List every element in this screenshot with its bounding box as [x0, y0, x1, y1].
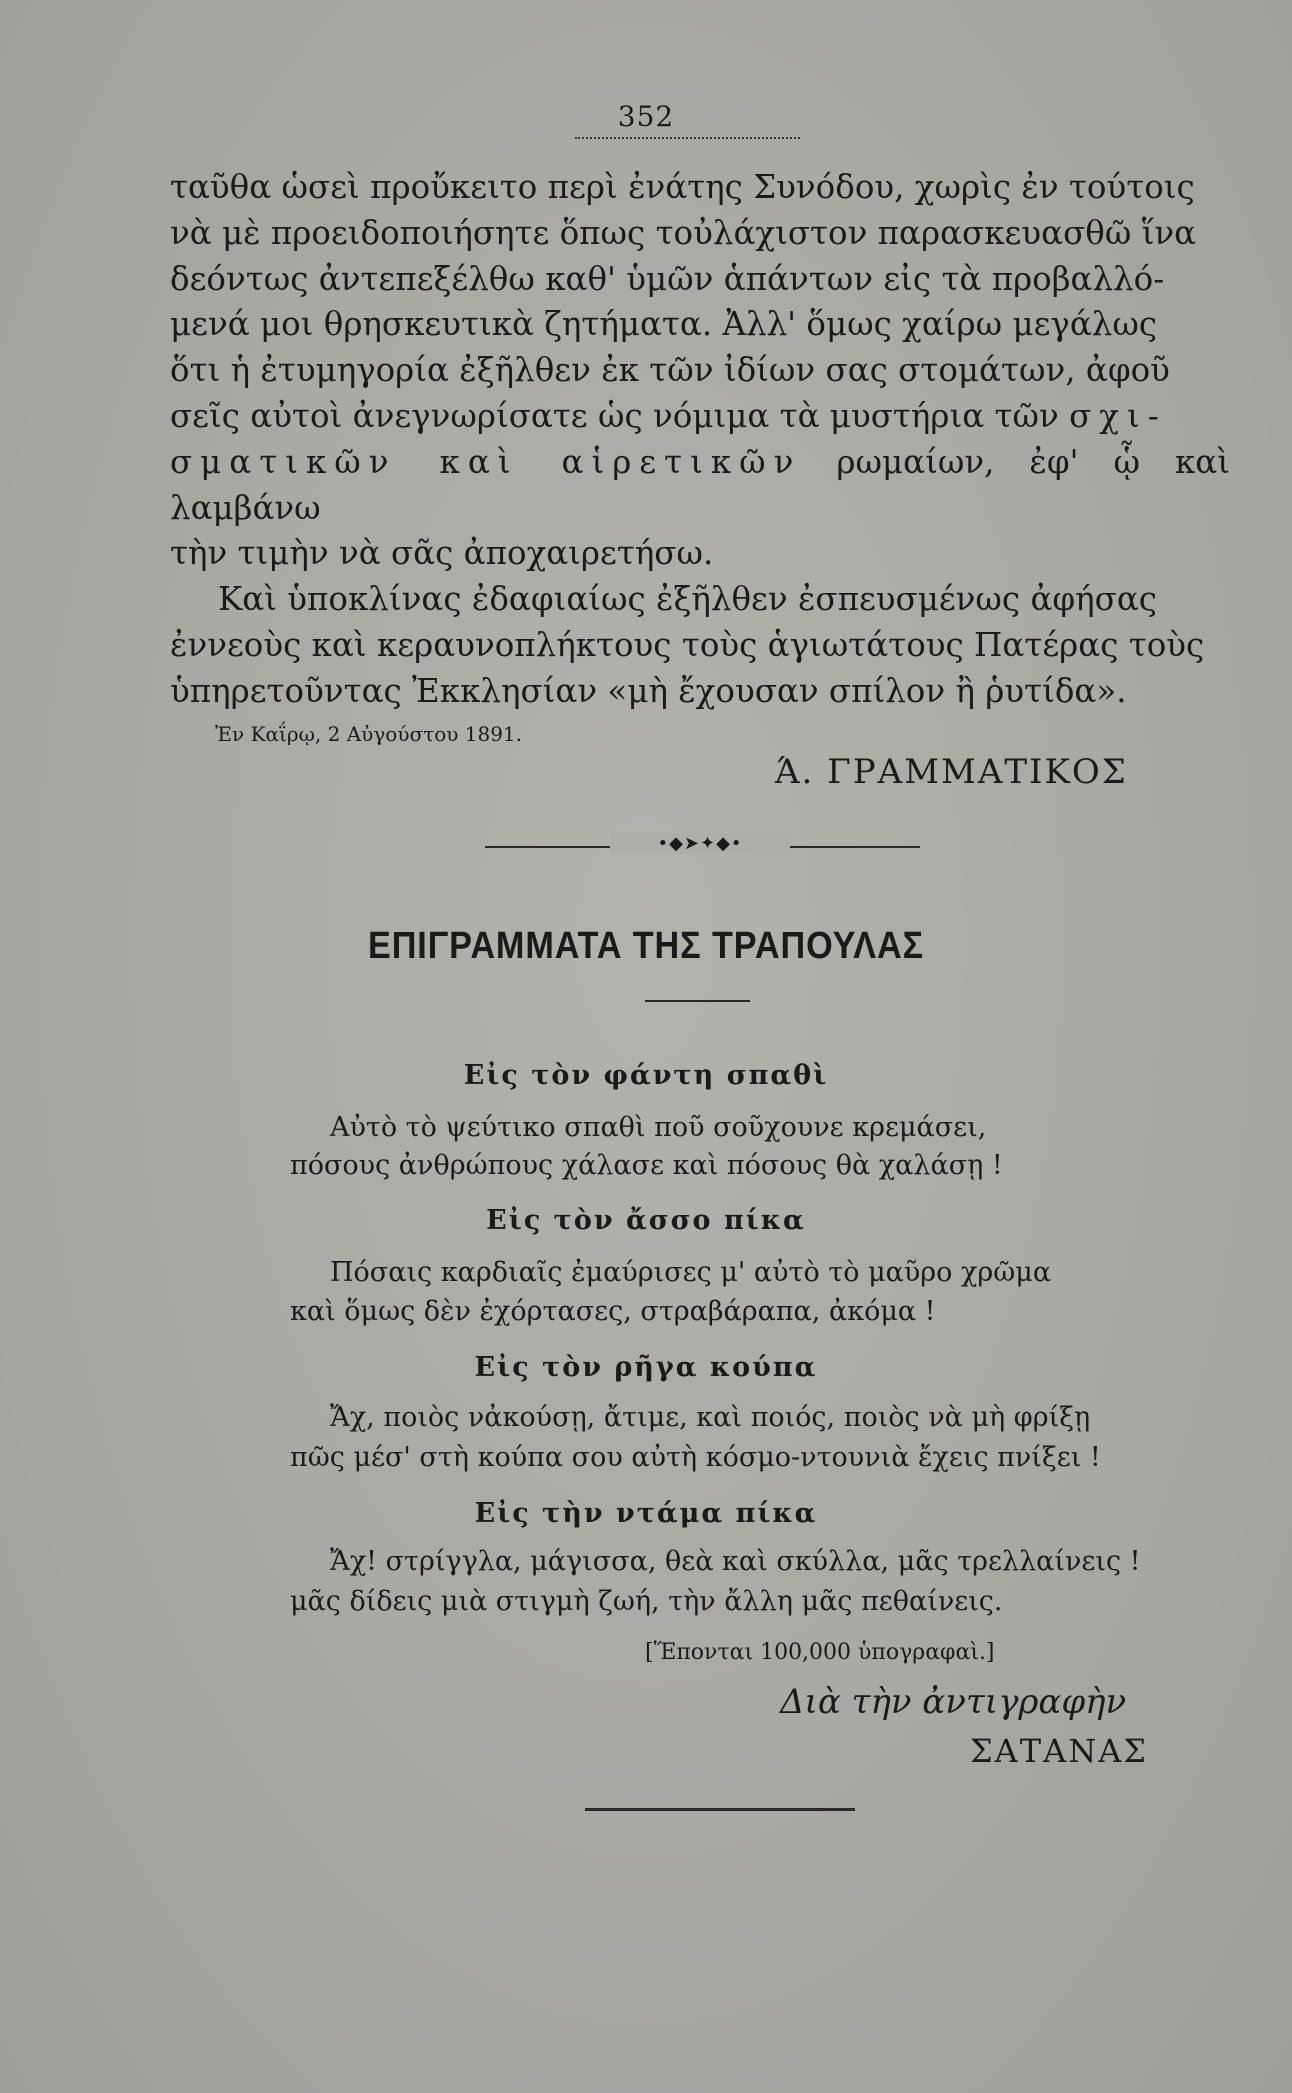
epigram-heading: Εἰς τὸν φάντη σπαθὶ	[463, 1060, 829, 1091]
epigram-line: Ἄχ! στρίγγλα, μάγισσα, θεὰ καὶ σκύλλα, μᾶς τρελλαίνεις !	[330, 1546, 1141, 1577]
epigram-heading: Εἰς τὸν ρῆγα κούπα	[474, 1352, 818, 1383]
credit-line: Διὰ τὴν ἀντιγραφὴν	[780, 1682, 1127, 1722]
epigram-line: πόσους ἀνθρώπους χάλασε καὶ πόσους θὰ χαλάσῃ !	[290, 1150, 1003, 1181]
prose-line: ὅτι ἡ ἐτυμηγορία ἐξῆλθεν ἐκ τῶν ἰδίων σας στομάτων, ἀφοῦ	[170, 351, 1170, 390]
prose-line: τὴν τιμὴν νὰ σᾶς ἀποχαιρετήσω.	[170, 534, 714, 573]
prose-line: ὑπηρετοῦντας Ἐκκλησίαν «μὴ ἔχουσαν σπίλον ἢ ῥυτίδα».	[170, 671, 1127, 710]
pseudonym-signature: ΣΑΤΑΝΑΣ	[970, 1732, 1148, 1770]
prose-line: ταῦθα ὡσεὶ προὔκειτο περὶ ἐνάτης Συνόδου, χωρὶς ἐν τούτοις	[170, 168, 1195, 206]
page-number: 352	[617, 100, 675, 133]
epigram-line: καὶ ὅμως δὲν ἐχόρτασες, στραβάραπα, ἀκόμα !	[290, 1296, 936, 1327]
prose-line	[170, 440, 1230, 532]
epigram-line: μᾶς δίδεις μιὰ στιγμὴ ζωή, τὴν ἄλλη μᾶς πεθαίνεις.	[290, 1586, 1003, 1617]
epigram-line: Αὐτὸ τὸ ψεύτικο σπαθὶ ποῦ σοῦχουνε κρεμάσει,	[330, 1112, 987, 1143]
author-signature: Ά. ΓΡΑΜΜΑΤΙΚΟΣ	[775, 752, 1128, 792]
prose-line: δεόντως ἀντεπεξέλθω καθ' ὑμῶν ἁπάντων εἰς τὰ προβαλλό-	[170, 259, 1165, 298]
prose-line: νὰ μὲ προειδοποιήσητε ὅπως τοὐλάχιστον παρασκευασθῶ ἵνα	[170, 213, 1197, 252]
epigram-heading: Εἰς τὴν ντάμα πίκα	[474, 1498, 818, 1529]
epigram-line: Πόσαις καρδιαῖς ἐμαύρισες μ' αὐτὸ τὸ μαῦρο χρῶμα	[330, 1257, 1052, 1288]
prose-line: μενά μοι θρησκευτικὰ ζητήματα. Ἀλλ' ὅμως χαίρω μεγάλως	[170, 305, 1158, 344]
page-number-underline	[575, 137, 800, 141]
epigram-heading: Εἰς τὸν ἄσσο πίκα	[486, 1205, 806, 1236]
epigram-line: πῶς μέσ' στὴ κούπα σου αὐτὴ κόσμο-ντουνιὰ ἔχεις πνίξει !	[290, 1442, 1101, 1473]
footnote: [Ἕπονται 100,000 ὑπογραφαὶ.]	[645, 1640, 995, 1665]
prose-line: ἐννεοὺς καὶ κεραυνοπλήκτους τοὺς ἁγιωτάτους Πατέρας τοὺς	[170, 625, 1205, 664]
spaced-text: σματικῶν καὶ αἱρετικῶν	[170, 442, 802, 481]
dateline: Ἐν Καΐρῳ, 2 Αὐγούστου 1891.	[215, 722, 523, 746]
end-rule	[585, 1808, 855, 1811]
epigram-line: Ἄχ, ποιὸς νἀκούσῃ, ἄτιμε, καὶ ποιός, ποιὸς νὰ μὴ φρίξῃ	[330, 1402, 1091, 1433]
prose-paragraph-1	[170, 165, 1230, 715]
prose-line	[170, 394, 1230, 440]
title-rule	[645, 1000, 750, 1002]
section-title: ΕΠΙΓΡΑΜΜΑΤΑ ΤΗΣ ΤΡΑΠΟΥΛΑΣ	[367, 925, 925, 967]
prose-text: σεῖς αὐτοὶ ἀνεγνωρίσατε ὡς νόμιμα τὰ μυστήρια τῶν	[170, 396, 1059, 435]
prose-text: ρωμαίων, ἐφ' ᾧ καὶ λαμβάνω	[170, 442, 1230, 527]
prose-line: Καὶ ὑποκλίνας ἐδαφιαίως ἐξῆλθεν ἐσπευσμένως ἀφήσας	[218, 580, 1157, 619]
spaced-text: σχι-	[1069, 396, 1167, 435]
divider-ornament: •◆➤✦◆•	[610, 833, 790, 854]
